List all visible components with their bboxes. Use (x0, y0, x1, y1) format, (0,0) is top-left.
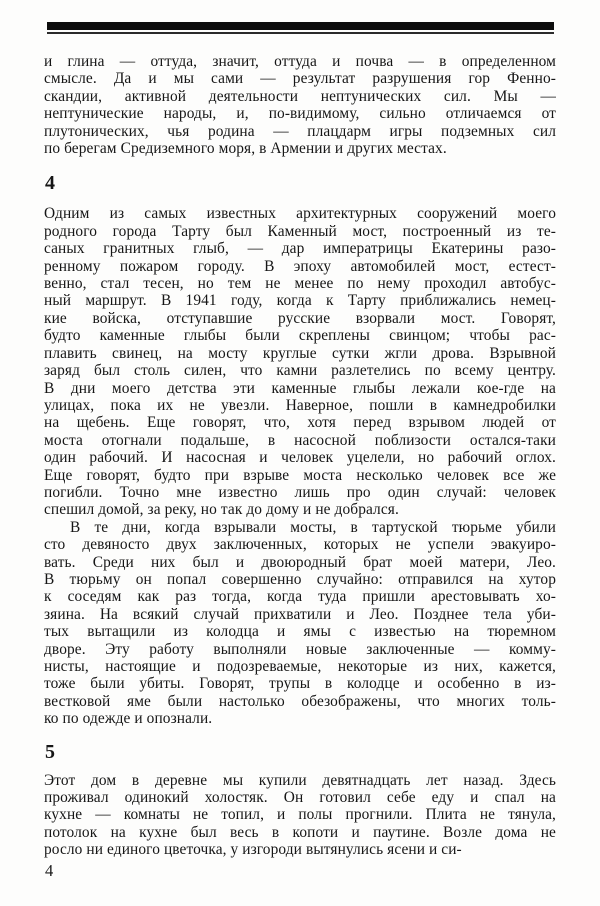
text-line: по берегам Средиземного моря, в Армении и других местах. (44, 140, 447, 158)
text-line: тых вытащили из колодца и ямы с известью на тюремном (44, 623, 556, 641)
text-line: моста отогнали подальше, в насосной поблизости остался-таки (44, 431, 556, 449)
text-line: потолок на кухне был весь в копоти и паутине. Возле дома не (44, 823, 556, 841)
text-line: и глина — оттуда, значит, оттуда и почва — в определенном (44, 53, 556, 70)
top-rule-thick-bar (47, 22, 554, 30)
text-line: кие войска, отступавшие русские взорвали мост. Говорят, (44, 309, 556, 327)
text-line: кухне — комнаты не топил, и полы прогнили. Плита не тянула, (44, 806, 556, 824)
text-line: скандии, активной деятельности нептунических сил. Мы — (44, 87, 556, 105)
text-line: саных гранитных глыб, — дар императрицы Екатерины разо- (44, 240, 556, 258)
body-paragraph (44, 205, 556, 518)
text-line: родного города Тарту был Каменный мост, построенный из те- (44, 222, 556, 240)
text-line: спешил домой, за реку, но так до дому и не добрался. (44, 501, 399, 519)
text-line: плавить свинец, на мосту круглые сутки жгли дрова. Взрывной (44, 344, 556, 362)
body-paragraph (44, 519, 556, 728)
text-line: ко по одежде и опознали. (44, 710, 213, 728)
text-line: ренному пожаром городу. В эпоху автомобилей мост, естест- (44, 257, 556, 275)
text-line: росло ни единого цветочка, у изгороди вытянулись ясени и си- (44, 841, 462, 859)
text-line: смысле. Да и мы сами — результат разрушения гор Фенно- (44, 70, 556, 88)
text-line: нептунические народы, и, по-видимому, сильно отличаемся от (44, 105, 556, 123)
text-line: вать. Среди них был и двоюродный брат моей матери, Лео. (44, 553, 556, 571)
text-line: один рабочий. И насосная и человек уцелели, но рабочий оглох. (44, 449, 556, 467)
section-heading: 4 (45, 172, 56, 195)
top-rule-thin-bar (47, 32, 554, 34)
section-heading: 5 (45, 740, 56, 763)
text-line: вестковой яме были настолько обезображены, что многих толь- (44, 692, 556, 710)
text-line: В дни моего детства эти каменные глыбы лежали кое-где на (44, 379, 556, 397)
text-line: В тюрьму он попал совершенно случайно: отправился на хутор (44, 570, 556, 588)
body-paragraph (44, 772, 556, 859)
text-line: Одним из самых известных архитектурных сооружений моего (44, 205, 556, 223)
text-line: будто каменные глыбы были скреплены свинцом; чтобы рас- (44, 327, 556, 345)
page-number: 4 (45, 861, 54, 880)
text-line: ный маршрут. В 1941 году, когда к Тарту приближались немец- (44, 292, 556, 310)
text-line: плутонических, чья родина — плацдарм игры подземных сил (44, 122, 556, 140)
text-line: Еще говорят, будто при взрыве моста несколько человек все же (44, 466, 556, 484)
text-line: сто девяносто двух заключенных, которых не успели эвакуиро- (44, 536, 556, 554)
text-line: погибли. Точно мне известно лишь про один случай: человек (44, 483, 556, 501)
text-line: улицах, пока их не увезли. Наверное, пошли в камнедробилки (44, 396, 556, 414)
text-line: венно, стал тесен, но тем не менее по нему проходил автобус- (44, 275, 556, 293)
text-line: заряд был столь силен, что камни разлетелись по всему центру. (44, 362, 556, 380)
text-line: В те дни, когда взрывали мосты, в тартуской тюрьме убили (70, 518, 556, 536)
body-paragraph (44, 53, 556, 157)
top-scan-rule (47, 22, 554, 34)
text-line: зяина. На всякий случай прихватили и Лео. Позднее тела уби- (44, 605, 556, 623)
text-line: к соседям как раз тогда, когда туда пришли арестовывать хо- (44, 588, 556, 606)
text-line: тоже были убиты. Говорят, трупы в колодце и особенно в из- (44, 675, 556, 693)
text-line: нисты, настоящие и подозреваемые, некоторые из них, кажется, (44, 658, 556, 675)
text-line: дворе. Эту работу выполняли новые заключенные — комму- (44, 640, 556, 658)
text-line: Этот дом в деревне мы купили девятнадцать лет назад. Здесь (44, 771, 556, 789)
text-line: проживал одинокий холостяк. Он готовил себе еду и спал на (44, 789, 556, 807)
text-column (44, 53, 556, 859)
text-line: на щебень. Еще говорят, что, хотя перед взрывом людей от (44, 414, 556, 432)
